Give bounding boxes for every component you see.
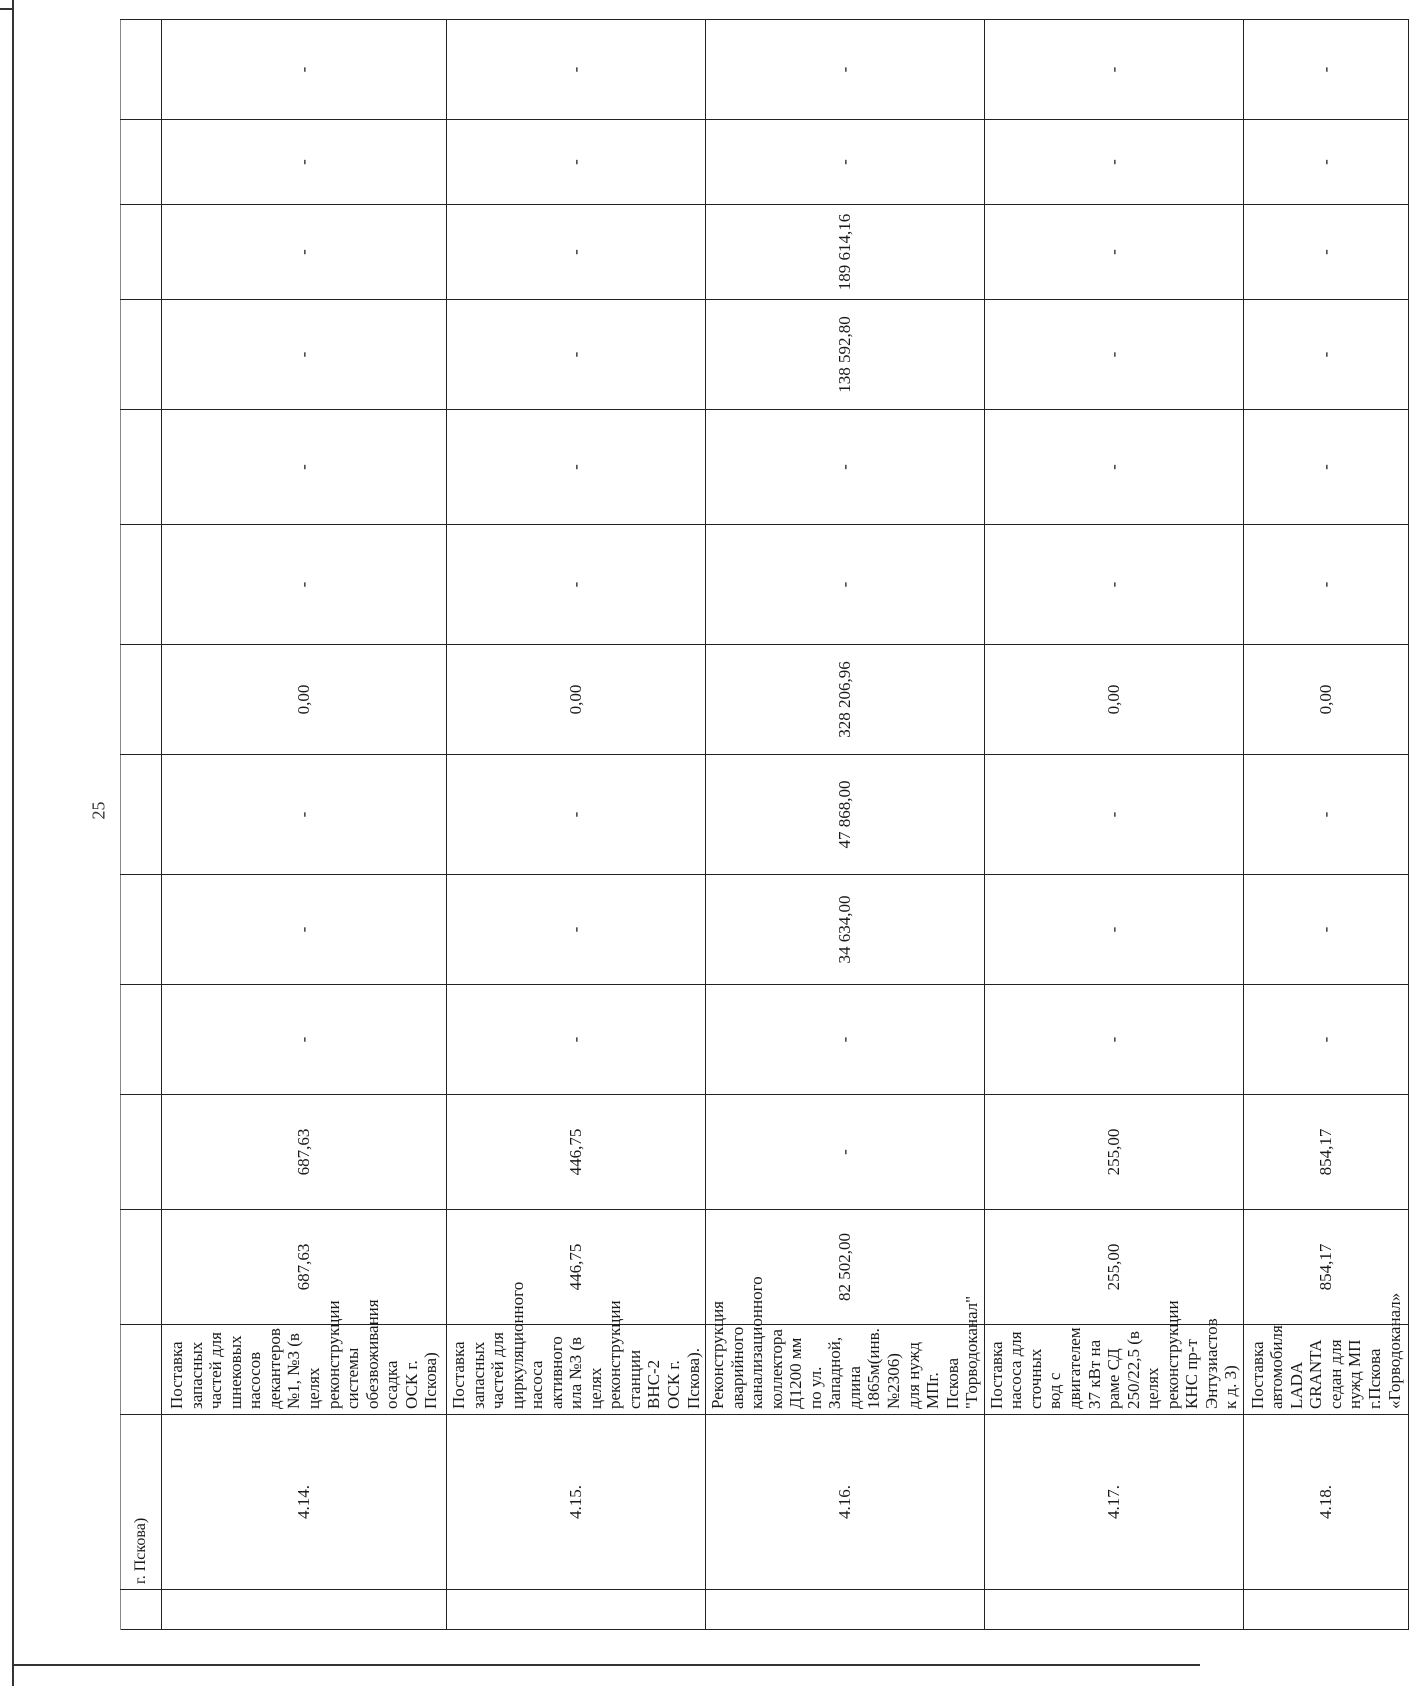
table-cell: - xyxy=(984,525,1243,645)
table-cell: - xyxy=(162,985,447,1095)
table-cell xyxy=(121,20,162,120)
corner-mark xyxy=(0,8,14,10)
page-frame-bottom xyxy=(12,1664,1200,1666)
row-number: 4.18. xyxy=(1243,1415,1408,1590)
table-cell: 0,00 xyxy=(984,645,1243,755)
table-cell: - xyxy=(1243,205,1408,300)
row-number: 4.16. xyxy=(706,1415,985,1590)
table-cell: 446,75 xyxy=(447,1210,706,1325)
table-cell: 138 592,80 xyxy=(706,300,985,410)
table-cell: 687,63 xyxy=(162,1095,447,1210)
table-cell: - xyxy=(984,205,1243,300)
table-cell xyxy=(162,1590,447,1630)
table-cell: 47 868,00 xyxy=(706,755,985,875)
row-description: Реконструкция аварийного канализационного коллектора Д1200 мм по ул. Западной, длина 1865м(инв.№2306) для нужд МПг. Пскова "Горводоканал" xyxy=(706,1325,985,1415)
table-cell: - xyxy=(162,120,447,205)
table-cell: - xyxy=(447,300,706,410)
budget-table xyxy=(120,19,1409,1630)
table-cell: 854,17 xyxy=(1243,1210,1408,1325)
table-cell: - xyxy=(162,205,447,300)
table-cell: - xyxy=(162,20,447,120)
table-cell: - xyxy=(447,120,706,205)
table-cell: 0,00 xyxy=(447,645,706,755)
row-number: 4.15. xyxy=(447,1415,706,1590)
table-cell xyxy=(706,1590,985,1630)
table-cell: - xyxy=(162,755,447,875)
table-cell: 328 206,96 xyxy=(706,645,985,755)
table-cell: - xyxy=(1243,755,1408,875)
table-cell xyxy=(121,1095,162,1210)
table-cell xyxy=(121,300,162,410)
table-cell: - xyxy=(984,20,1243,120)
table-cell: - xyxy=(706,985,985,1095)
table-cell xyxy=(121,1325,162,1415)
table-cell: - xyxy=(984,410,1243,525)
table-cell: 0,00 xyxy=(1243,645,1408,755)
table-cell: - xyxy=(1243,875,1408,985)
table-cell: - xyxy=(984,300,1243,410)
table-row xyxy=(162,20,447,1630)
table-row xyxy=(121,20,162,1630)
table-cell xyxy=(121,875,162,985)
table-cell: 255,00 xyxy=(984,1210,1243,1325)
table-cell: - xyxy=(1243,525,1408,645)
table-cell xyxy=(121,525,162,645)
table-cell: - xyxy=(1243,120,1408,205)
table-cell xyxy=(1243,1590,1408,1630)
table-cell: - xyxy=(447,410,706,525)
table-cell: - xyxy=(1243,20,1408,120)
table-cell: 189 614,16 xyxy=(706,205,985,300)
row-number: 4.17. xyxy=(984,1415,1243,1590)
table-cell: 854,17 xyxy=(1243,1095,1408,1210)
table-cell xyxy=(121,1590,162,1630)
table-cell xyxy=(121,410,162,525)
table-row xyxy=(706,20,985,1630)
table-cell xyxy=(121,205,162,300)
row-description: Поставка насоса для сточных вод с двигателем 37 кВт на раме СД 250/22,5 (в целях реконструкции КНС пр-т Энтузиастов к д. 3) xyxy=(984,1325,1243,1415)
table-cell xyxy=(121,985,162,1095)
table-row xyxy=(984,20,1243,1630)
page-number: 25 xyxy=(88,801,109,820)
table-cell: - xyxy=(984,120,1243,205)
table-cell: 446,75 xyxy=(447,1095,706,1210)
rotated-table-container xyxy=(120,20,1404,1630)
table-cell: - xyxy=(162,410,447,525)
table-cell xyxy=(121,755,162,875)
table-cell: - xyxy=(706,120,985,205)
table-cell: 0,00 xyxy=(162,645,447,755)
table-cell: - xyxy=(162,300,447,410)
table-cell: - xyxy=(706,1095,985,1210)
table-cell: - xyxy=(447,875,706,985)
table-cell: - xyxy=(447,205,706,300)
table-cell xyxy=(121,1210,162,1325)
row-description: Поставка запасных частей для циркуляционного насоса активного ила №3 (в целях реконструкции станции ВНС-2 ОСК г. Пскова). xyxy=(447,1325,706,1415)
table-cell: 34 634,00 xyxy=(706,875,985,985)
table-cell: - xyxy=(1243,985,1408,1095)
table-cell: - xyxy=(447,20,706,120)
table-cell: - xyxy=(447,985,706,1095)
table-cell: - xyxy=(984,985,1243,1095)
table-cell: - xyxy=(706,410,985,525)
table-cell: - xyxy=(162,875,447,985)
table-cell xyxy=(121,645,162,755)
table-cell: - xyxy=(1243,300,1408,410)
table-cell: - xyxy=(706,20,985,120)
table-row xyxy=(447,20,706,1630)
table-cell xyxy=(447,1590,706,1630)
row-number: 4.14. xyxy=(162,1415,447,1590)
table-cell: 255,00 xyxy=(984,1095,1243,1210)
row-description: Поставка запасных частей для шнековых насосов декантеров №1, №3 (в целях реконструкции системы обезвоживания осадка ОСК г. Пскова) xyxy=(162,1325,447,1415)
row-description: Поставка автомобиля LADA GRANTA седан для нужд МП г.Пскова «Горводоканал» xyxy=(1243,1325,1408,1415)
table-cell: - xyxy=(984,755,1243,875)
table-cell: 687,63 xyxy=(162,1210,447,1325)
table-cell: - xyxy=(447,755,706,875)
table-cell: - xyxy=(162,525,447,645)
table-cell xyxy=(121,120,162,205)
page-frame-left xyxy=(12,0,14,1686)
table-cell xyxy=(984,1590,1243,1630)
region-label: г. Пскова) xyxy=(121,1415,162,1590)
table-cell: - xyxy=(447,525,706,645)
table-cell: 82 502,00 xyxy=(706,1210,985,1325)
table-cell: - xyxy=(706,525,985,645)
table-row xyxy=(1243,20,1408,1630)
table-cell: - xyxy=(984,875,1243,985)
table-cell: - xyxy=(1243,410,1408,525)
